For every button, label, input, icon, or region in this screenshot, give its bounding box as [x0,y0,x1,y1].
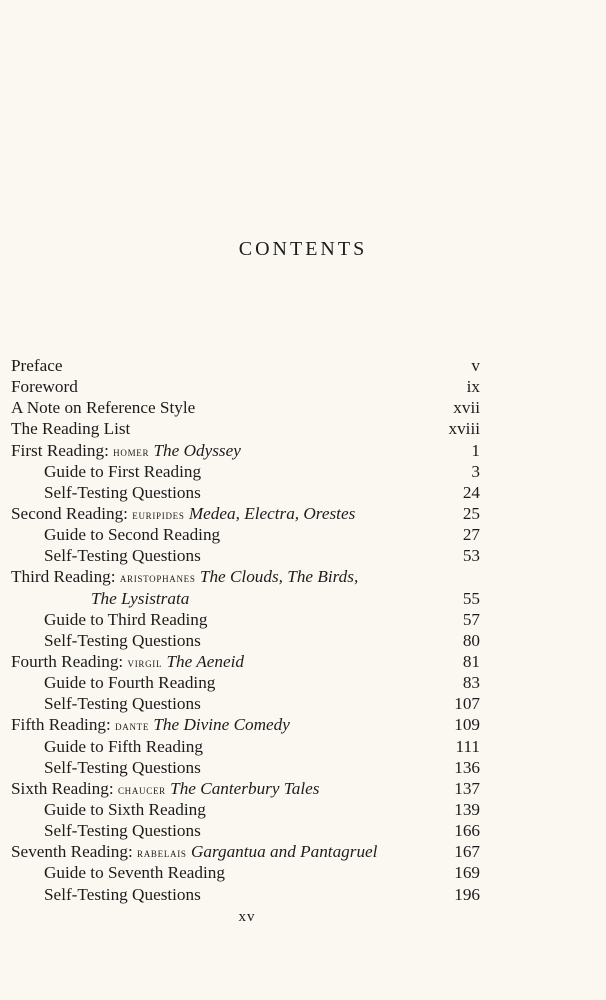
work-title: Medea, Electra, Orestes [188,503,356,523]
author-name: rabelais [137,845,187,861]
toc-page-number: 53 [462,546,480,566]
author-name: homer [113,443,150,459]
toc-page-number: 24 [462,482,480,502]
toc-subentry-questions [11,482,480,503]
toc-entry-label [11,504,355,523]
toc-page-number: 167 [454,842,480,862]
toc-page-number: v [471,356,480,375]
toc-entry-fifth-reading [11,714,480,735]
toc-subentry-questions [11,630,480,651]
table-of-contents [11,355,480,905]
toc-entry-reading-list [11,418,480,439]
toc-subentry-questions [11,820,480,841]
toc-page-number: 27 [462,525,480,545]
toc-entry-label: Guide to Third Reading [44,609,208,629]
toc-entry-first-reading [11,440,480,461]
work-title: The Lysistrata [91,588,190,608]
reading-label: Third Reading: [11,567,116,587]
toc-entry-label: Guide to First Reading [44,461,202,481]
toc-page-number: 55 [462,588,480,608]
toc-page-number: 136 [454,757,480,777]
toc-entry-label [11,441,241,460]
reading-label: Sixth Reading: [11,778,114,798]
toc-page-number: 57 [462,609,480,629]
toc-entry-label: Self-Testing Questions [44,630,201,650]
page-title: CONTENTS [238,238,368,260]
toc-page-number: 196 [454,884,480,904]
toc-page-number: 111 [455,736,480,756]
toc-entry-label [11,842,377,861]
toc-entry-label: Guide to Fourth Reading [44,673,216,693]
toc-page-number: 137 [454,778,480,798]
toc-entry-second-reading [11,503,480,524]
toc-entry-label: Self-Testing Questions [44,884,201,904]
reading-label: Seventh Reading: [11,842,133,862]
reading-label: Fourth Reading: [11,651,124,671]
toc-page-number: 25 [462,503,480,523]
toc-subentry-guide [11,461,480,482]
work-title: Gargantua and Pantagruel [190,842,378,862]
reading-label: First Reading: [11,440,109,460]
author-name: aristophanes [119,570,196,586]
toc-entry-label: Self-Testing Questions [44,482,201,502]
toc-entry-label: Guide to Sixth Reading [44,799,206,819]
toc-entry-seventh-reading [11,841,480,862]
author-name: dante [115,718,150,734]
toc-subentry-guide [11,524,480,545]
work-title: The Divine Comedy [153,715,290,735]
toc-page-number: 83 [462,673,480,693]
toc-entry-continuation [11,588,480,609]
toc-entry-reference-style [11,397,480,418]
toc-subentry-guide [11,736,480,757]
toc-entry-label: Foreword [11,377,78,397]
toc-entry-label [11,715,290,734]
toc-entry-third-reading [11,566,480,587]
toc-entry-label: Guide to Seventh Reading [44,863,225,883]
toc-entry-label: Self-Testing Questions [44,757,201,777]
toc-entry-label: A Note on Reference Style [11,398,196,418]
toc-subentry-questions [11,884,480,905]
toc-subentry-guide [11,862,480,883]
toc-entry-label [11,779,319,798]
toc-entry-sixth-reading [11,778,480,799]
author-name: virgil [127,654,163,670]
toc-entry-label [11,652,244,671]
work-title: The Clouds, The Birds, [199,567,359,587]
toc-subentry-guide [11,799,480,820]
author-name: euripides [132,506,185,522]
toc-entry-foreword [11,376,480,397]
toc-subentry-questions [11,545,480,566]
toc-page-number: xviii [448,419,480,439]
toc-page-number: 81 [462,651,480,671]
toc-page-number: 80 [462,630,480,650]
page-folio: xv [238,909,256,925]
author-name: chaucer [117,781,166,797]
toc-entry-label: Self-Testing Questions [44,821,201,841]
reading-label: Second Reading: [11,503,128,523]
toc-page-number: 3 [471,461,480,481]
toc-page-number: 169 [454,863,480,883]
toc-page-number: xvii [453,398,480,418]
work-title: The Odyssey [153,440,241,460]
toc-entry-label: Self-Testing Questions [44,694,201,714]
toc-subentry-guide [11,609,480,630]
work-title: The Aeneid [166,651,244,671]
toc-subentry-guide [11,672,480,693]
toc-page-number: 1 [471,440,480,460]
toc-entry-label: The Reading List [11,419,131,439]
toc-page-number: ix [466,377,480,397]
toc-subentry-questions [11,693,480,714]
toc-page-number: 109 [454,715,480,735]
toc-entry-label: Self-Testing Questions [44,546,201,566]
toc-page-number: 107 [454,694,480,714]
toc-entry-label: Guide to Fifth Reading [44,736,203,756]
toc-subentry-questions [11,757,480,778]
toc-entry-label: Preface [11,356,63,375]
toc-entry-label [11,567,358,586]
toc-page-number: 139 [454,799,480,819]
toc-entry-preface [11,355,480,376]
toc-entry-fourth-reading [11,651,480,672]
toc-page-number: 166 [454,821,480,841]
work-title: The Canterbury Tales [170,778,320,798]
toc-entry-label: Guide to Second Reading [44,525,221,545]
reading-label: Fifth Reading: [11,715,111,735]
